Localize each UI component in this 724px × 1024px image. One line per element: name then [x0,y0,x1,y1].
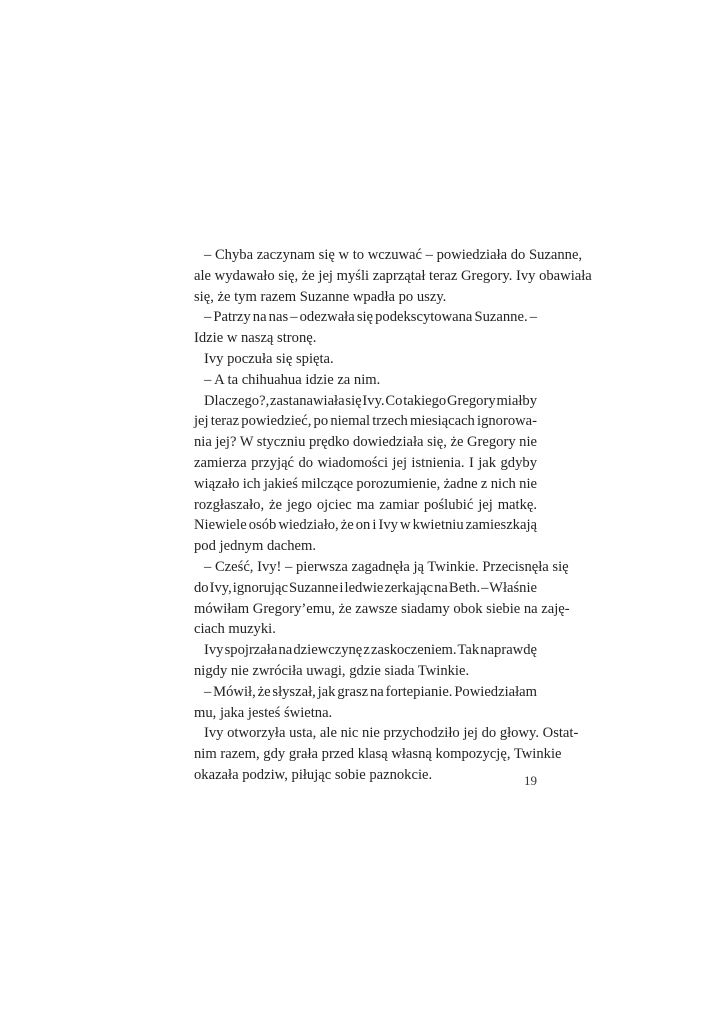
text-line: Idzie w naszą stronę. [194,330,317,347]
text-line: zamierza przyjąć do wiadomości jej istnienia. I jak gdyby [194,454,537,471]
body-text [194,245,592,786]
page-number: 19 [524,773,537,788]
text-line: ale wydawało się, że jej myśli zaprzątał teraz Gregory. Ivy obawiała [194,267,592,284]
text-line: Ivy otworzyła usta, ale nic nie przychodziło jej do głowy. Ostat- [204,725,579,742]
text-line: jej teraz powiedzieć, po niemal trzech miesiącach ignorowa- [194,413,537,430]
text-line: – Cześć, Ivy! – pierwsza zagadnęła ją Twinkie. Przecisnęła się [204,558,569,575]
text-line: wiązało ich jakieś milczące porozumienie, żadne z nich nie [194,475,537,492]
text-line: Niewiele osób wiedziało, że on i Ivy w kwietniu zamieszkają [194,517,537,534]
text-line: rozgłaszało, że jego ojciec ma zamiar poślubić jej matkę. [194,496,537,513]
text-line: ciach muzyki. [194,621,276,638]
text-line: mówiłam Gregory’emu, że zawsze siadamy obok siebie na zaję- [194,600,570,617]
text-line: Ivy spojrzała na dziewczynę z zaskoczeniem. Tak naprawdę [204,642,537,659]
text-line: nigdy nie zwróciła uwagi, gdzie siada Twinkie. [194,662,470,679]
text-line: – Patrzy na nas – odezwała się podekscytowana Suzanne. – [204,309,537,326]
text-line: nia jej? W styczniu prędko dowiedziała się, że Gregory nie [194,434,537,451]
text-line: Dlaczego?, zastanawiała się Ivy. Co takiego Gregory miałby [204,392,537,409]
text-line: mu, jaka jesteś świetna. [194,704,333,721]
text-line: do Ivy, ignorując Suzanne i ledwie zerkając na Beth. – Właśnie [194,579,537,596]
text-line: – Mówił, że słyszał, jak grasz na fortepianie. Powiedziałam [204,683,537,700]
text-line: Ivy poczuła się spięta. [204,350,334,367]
text-line: pod jednym dachem. [194,538,316,555]
text-line: – A ta chihuahua idzie za nim. [204,371,381,388]
text-line: okazała podziw, piłując sobie paznokcie. [194,766,433,783]
text-line: się, że tym razem Suzanne wpadła po uszy. [194,288,447,305]
text-line: nim razem, gdy grała przed klasą własną kompozycję, Twinkie [194,746,562,763]
text-line: – Chyba zaczynam się w to wczuwać – powiedziała do Suzanne, [204,247,583,263]
